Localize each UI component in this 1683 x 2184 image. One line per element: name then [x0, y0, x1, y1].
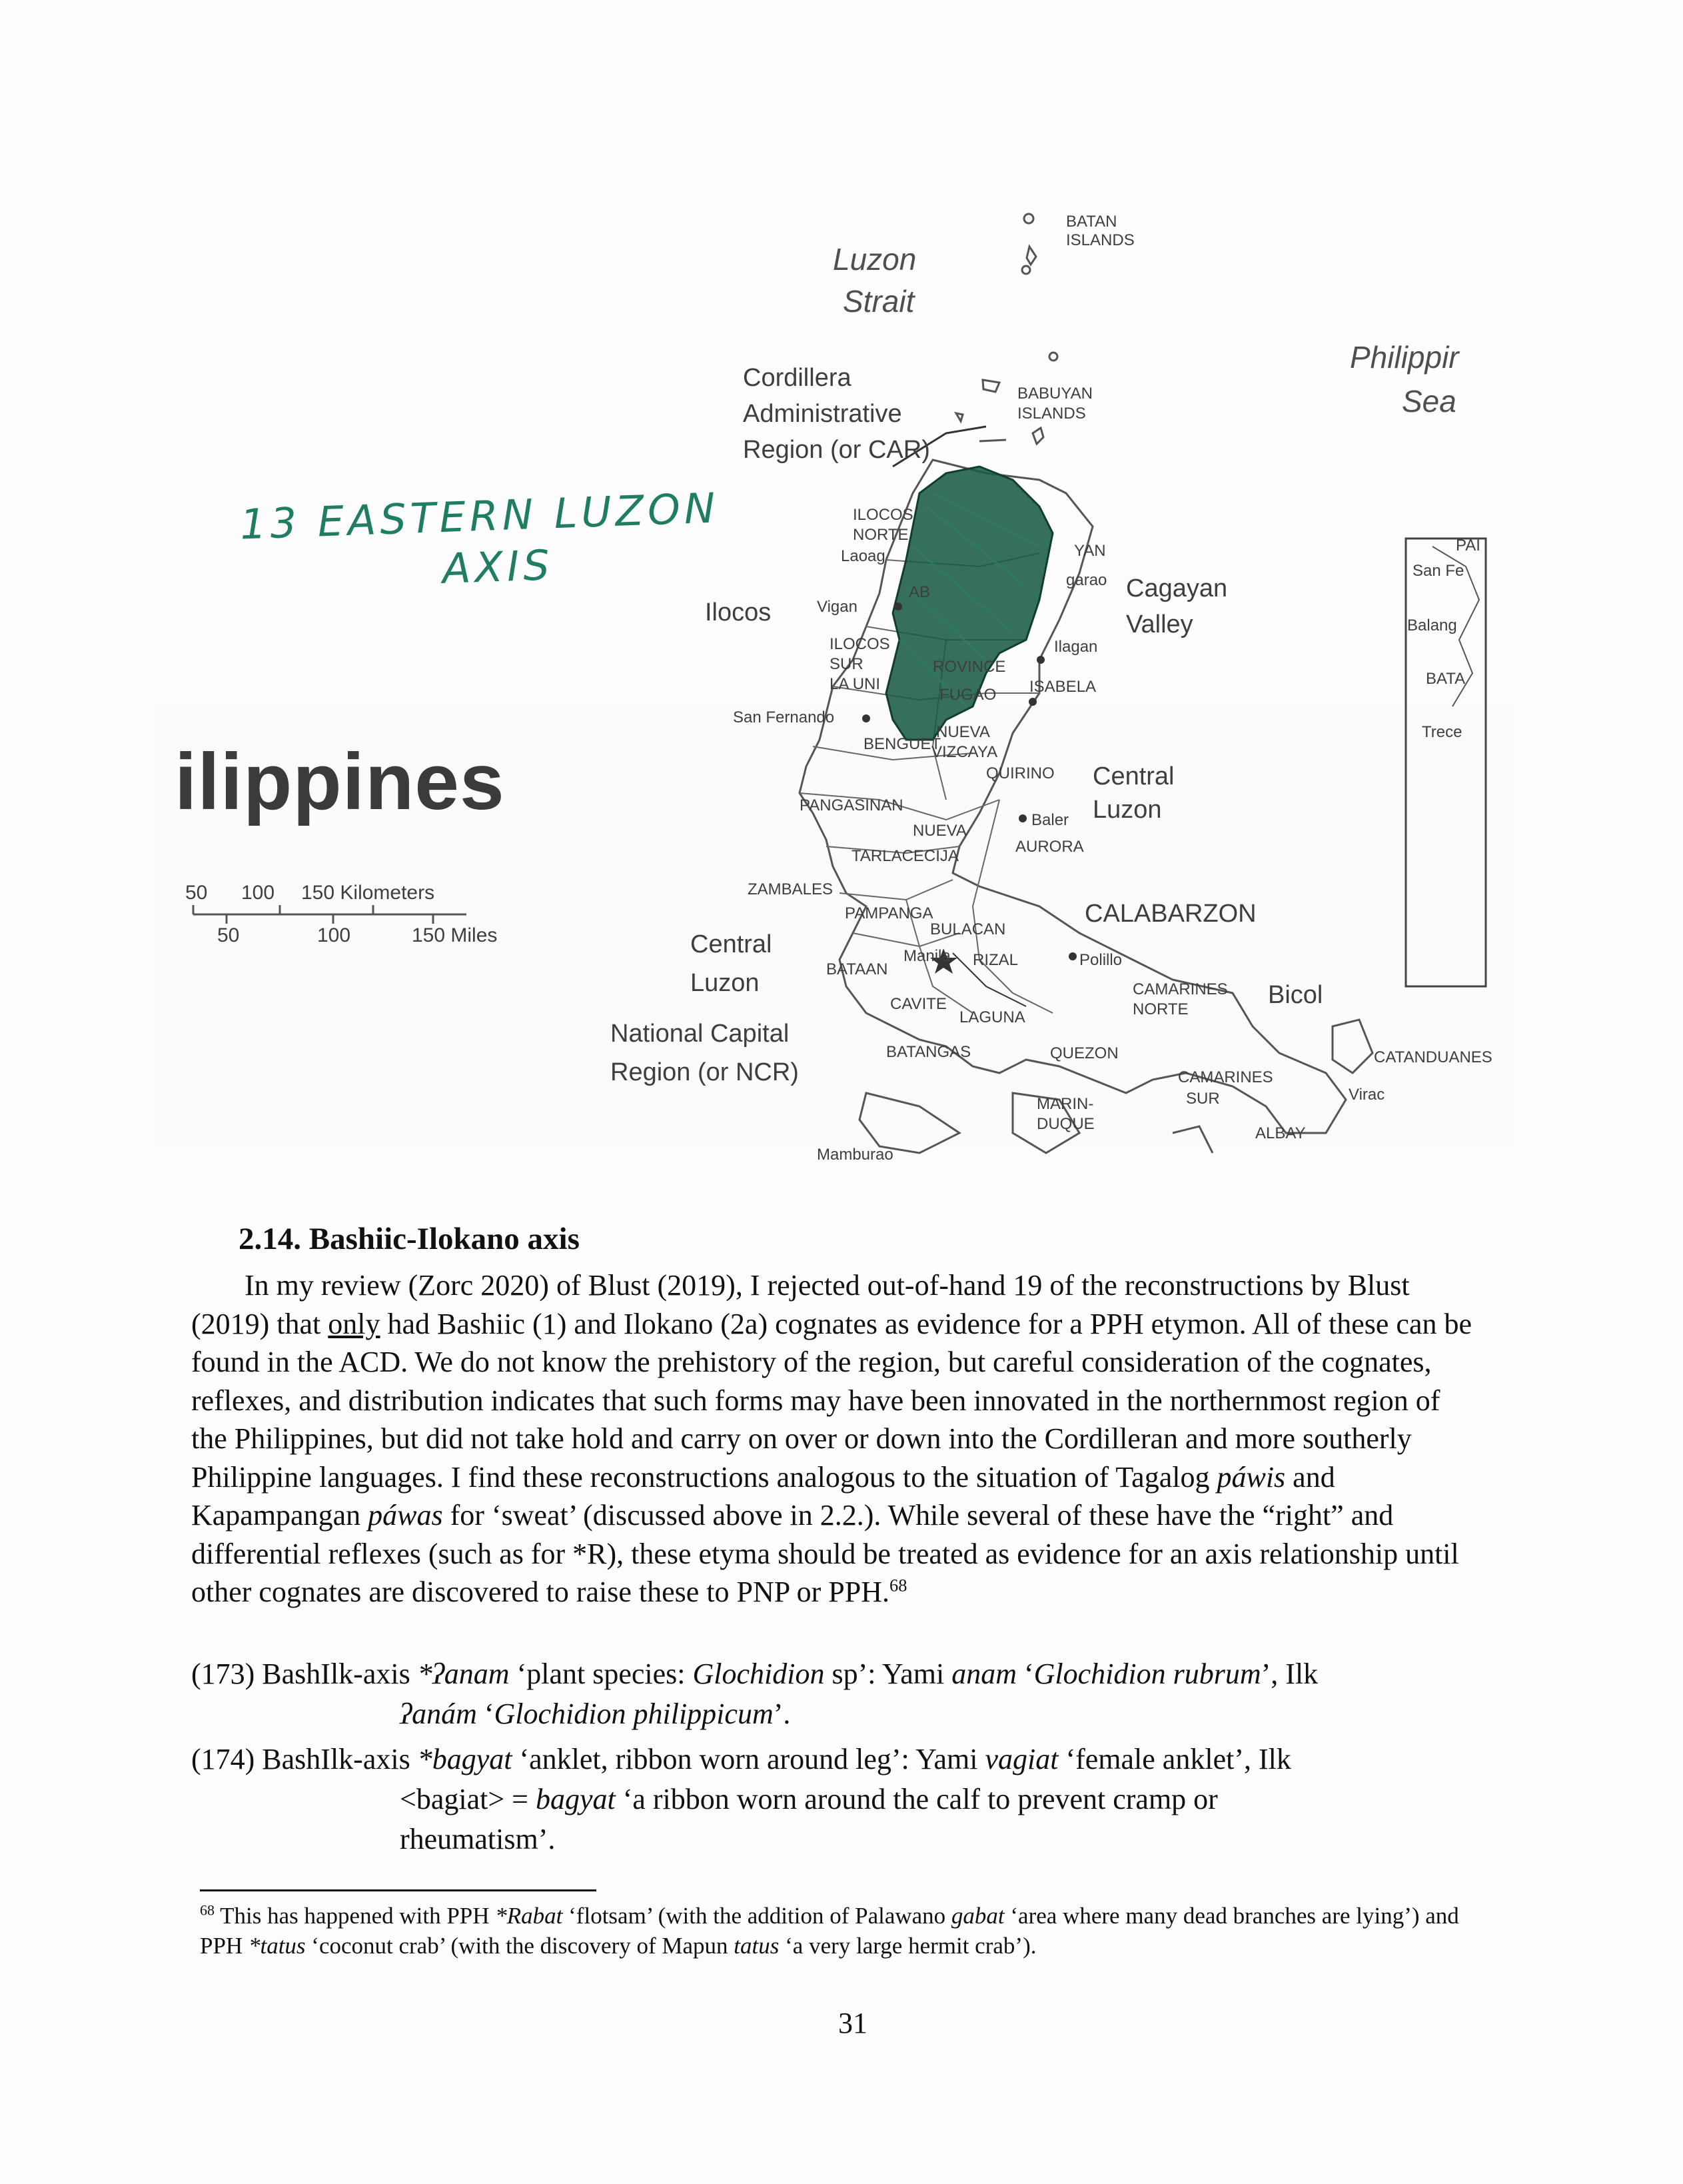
central-luzon-label-left-2: Luzon	[690, 969, 760, 997]
page-number: 31	[838, 2007, 867, 2039]
footnote: $^{68}$ This has happened with PPH *Rabat ‘flotsam’ (with the addition of Palawano gabat ‘area where many dead branches are lying’) and PPH *tatus ‘coconut crab’ (with the discovery of Mapun tatus ‘a very large hermit crab’).	[200, 1901, 1459, 1959]
ilocos-sur-label-2: SUR	[830, 655, 863, 673]
mamburao-label: Mamburao	[817, 1146, 893, 1164]
body-paragraph: In my review (Zorc 2020) of Blust (2019), I rejected out-of-hand 19 of the reconstructions by Blust (2019) that only had Bashiic (1) and Ilokano (2a) cognates as evidence for a PPH etymon. All of these can be found in the ACD. We do not know the prehistory of the region, but careful consideration of the cognates, reflexes, and distribution indicates that such forms may have been innovated in the northernmost region of the Philippines, but did not take hold and carry on over or down into the Cordilleran and more southerly Philippine languages. I find these reconstructions analogous to the situation of Tagalog páwis and Kapampangan páwas for ‘sweat’ (discussed above in 2.2.). While several of these have the “right” and differential reflexes (such as for *R), these etyma should be treated as evidence for an axis relationship until other cognates are discovered to raise these to PNP or PPH.$^{68}$	[191, 1269, 1472, 1608]
manila-label: Manila	[903, 947, 951, 965]
pangasinan-label: PANGASINAN	[800, 796, 903, 814]
la-union-label: LA UNI	[830, 675, 881, 693]
inset-label-4: BATA	[1426, 670, 1466, 688]
luzon-strait-label-2: Strait	[843, 284, 915, 319]
scale-mi-100: 100	[317, 924, 351, 946]
philippines-title: ilippines	[175, 737, 505, 826]
inset-label-5: Trece	[1422, 723, 1462, 741]
cavite-label: CAVITE	[890, 995, 947, 1013]
footnote-ref: 68	[889, 1575, 907, 1596]
marinduque-label-2: DUQUE	[1037, 1115, 1095, 1133]
isabela-label: ISABELA	[1029, 678, 1097, 696]
vigan-label: Vigan	[817, 598, 857, 616]
scale-mi-50: 50	[217, 924, 240, 946]
ilocos-norte-label-2: NORTE	[853, 526, 909, 544]
ncr-label-2: Region (or NCR)	[610, 1058, 799, 1086]
province-fragment-label: ROVINCE	[933, 658, 1006, 676]
ifugao-label: FUGAO	[939, 686, 997, 704]
san-fernando-label: San Fernando	[733, 708, 835, 726]
cagayan-valley-label: Cagayan	[1126, 574, 1228, 602]
central-luzon-label-right: Central	[1093, 762, 1175, 790]
bicol-label: Bicol	[1268, 981, 1323, 1009]
central-luzon-label-right-2: Luzon	[1093, 796, 1162, 824]
camarines-norte-label-2: NORTE	[1133, 1000, 1189, 1018]
babuyan-islands-label: BABUYAN	[1017, 385, 1093, 403]
nueva-vizcaya-label-2: VIZCAYA	[931, 743, 998, 761]
babuyan-islands-label-2: ISLANDS	[1017, 405, 1086, 423]
batangas-label: BATANGAS	[886, 1043, 971, 1061]
luzon-strait-label: Luzon	[833, 242, 917, 277]
bulacan-label: BULACAN	[930, 920, 1006, 938]
camarines-norte-label: CAMARINES	[1133, 980, 1228, 998]
nueva-ecija-label-2: TARLACECIJA	[851, 847, 959, 865]
scale-km-100: 100	[241, 882, 275, 904]
philippine-sea-label: Philippir	[1350, 340, 1459, 375]
quezon-label: QUEZON	[1050, 1044, 1119, 1062]
catanduanes-label: CATANDUANES	[1374, 1048, 1492, 1066]
car-label-3: Region (or CAR)	[743, 436, 930, 464]
camarines-sur-label-2: SUR	[1186, 1090, 1220, 1108]
inset-label-2: San Fe	[1412, 562, 1464, 580]
batan-islands-label: BATAN	[1066, 213, 1117, 231]
baler-label: Baler	[1031, 811, 1069, 829]
laoag-label: Laoag	[841, 547, 885, 565]
handwritten-annotation: 13 EASTERN LUZON	[239, 483, 720, 549]
calabarzon-label: CALABARZON	[1085, 900, 1257, 928]
nueva-vizcaya-label: NUEVA	[936, 723, 990, 741]
pampanga-label: PAMPANGA	[845, 904, 933, 922]
abra-label: AB	[909, 583, 931, 601]
inset-label-3: Balang	[1407, 616, 1457, 634]
car-label: Cordillera	[743, 364, 851, 392]
scale-mi-150: 150 Miles	[412, 924, 498, 946]
handwritten-annotation-2: AXIS	[441, 541, 554, 593]
nueva-ecija-label: NUEVA	[913, 822, 967, 840]
car-label-2: Administrative	[743, 400, 902, 428]
zambales-label: ZAMBALES	[748, 880, 834, 898]
ilocos-norte-label: ILOCOS	[853, 506, 913, 524]
cagayan-valley-label-2: Valley	[1126, 610, 1193, 638]
ilocos-sur-label: ILOCOS	[830, 635, 890, 653]
virac-label: Virac	[1349, 1086, 1385, 1104]
cagayan-province-label: YAN	[1074, 542, 1106, 560]
bataan-label: BATAAN	[826, 960, 888, 978]
scale-km-start: 50	[185, 882, 208, 904]
example-173: (173) BashIlk-axis *ʔanam ‘plant species: Glochidion sp’: Yami anam ‘Glochidion rubrum’, Ilk ʔanám ‘Glochidion philippicum’.	[191, 1657, 1319, 1730]
inset-label-1: PAI	[1456, 537, 1480, 554]
example-174: (174) BashIlk-axis *bagyat ‘anklet, ribbon worn around leg’: Yami vagiat ‘female anklet’, Ilk <bagiat> = bagyat ‘a ribbon worn around the calf to prevent cramp or rheumatism’.	[191, 1743, 1291, 1855]
tuguegarao-label: garao	[1066, 571, 1107, 589]
ilagan-label: Ilagan	[1054, 638, 1098, 656]
camarines-sur-label: CAMARINES	[1178, 1068, 1273, 1086]
footnote-divider	[200, 1889, 596, 1891]
ilocos-region-label: Ilocos	[705, 598, 772, 626]
quirino-label: QUIRINO	[986, 764, 1055, 782]
laguna-label: LAGUNA	[959, 1008, 1025, 1026]
marinduque-label: MARIN-	[1037, 1095, 1094, 1113]
section-heading: 2.14. Bashiic-Ilokano axis	[239, 1222, 580, 1256]
philippine-sea-label-2: Sea	[1402, 384, 1456, 419]
ncr-label: National Capital	[610, 1020, 790, 1048]
benguet-label: BENGUET	[863, 735, 941, 753]
underlined-word: only	[328, 1307, 380, 1340]
aurora-label: AURORA	[1015, 838, 1084, 856]
scale-km-150: 150 Kilometers	[301, 882, 435, 904]
polillo-label: Polillo	[1079, 951, 1123, 969]
batan-islands-label-2: ISLANDS	[1066, 231, 1135, 249]
central-luzon-label-left: Central	[690, 930, 772, 958]
rizal-label: RIZAL	[973, 951, 1019, 969]
albay-label: ALBAY	[1255, 1124, 1306, 1142]
